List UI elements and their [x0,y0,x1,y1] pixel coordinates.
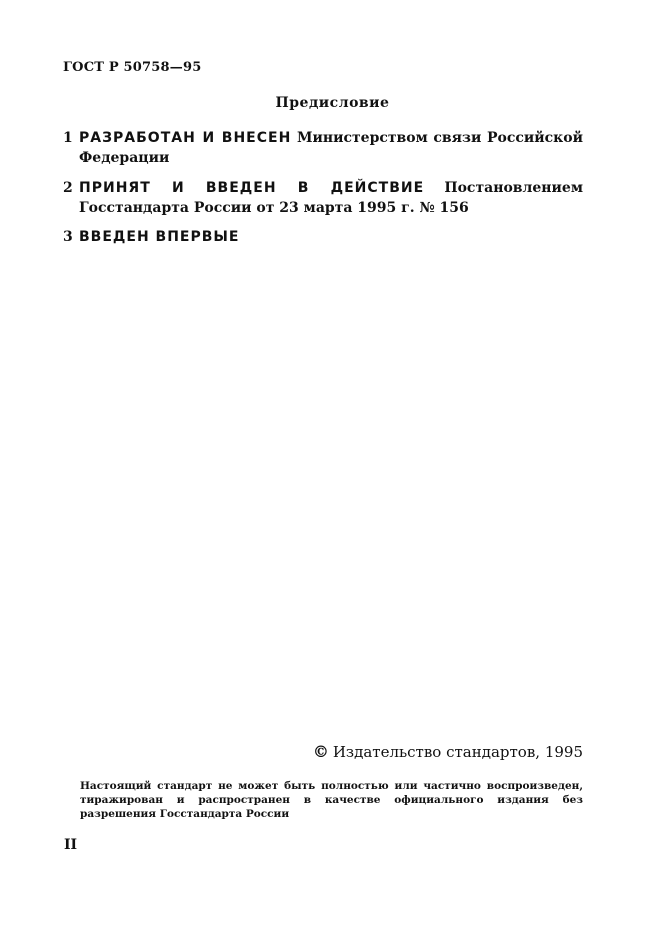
item-body [79,227,583,247]
item-heading: ВВЕДЕН ВПЕРВЫЕ [79,229,240,245]
foreword-item-2 [63,178,583,218]
foreword-item-1 [63,128,583,168]
foreword-title: Предисловие [275,95,390,111]
item-text: Министерством связи Российской Федерации [79,130,583,166]
copyright-icon: © [312,742,329,761]
item-number: 3 [63,229,73,245]
item-number: 1 [63,130,73,146]
page-number: II [64,837,78,853]
standard-code: ГОСТ Р 50758—95 [63,60,202,75]
item-text: Постановлением Госстандарта России от 23 марта 1995 г. № 156 [79,180,583,216]
item-heading: ПРИНЯТ И ВВЕДЕН В ДЕЙСТВИЕ [79,180,425,196]
item-number: 2 [63,180,73,196]
item-body [79,128,583,168]
copyright-line [313,742,583,761]
item-heading: РАЗРАБОТАН И ВНЕСЕН [79,130,292,146]
item-body [79,178,583,218]
reproduction-notice: Настоящий стандарт не может быть полностью или частично воспроизведен, тиражирован и распространен в качестве официального издания без разрешения Госстандарта России [80,780,583,820]
foreword-item-3 [63,227,583,247]
copyright-text: Издательство стандартов, 1995 [332,742,583,761]
